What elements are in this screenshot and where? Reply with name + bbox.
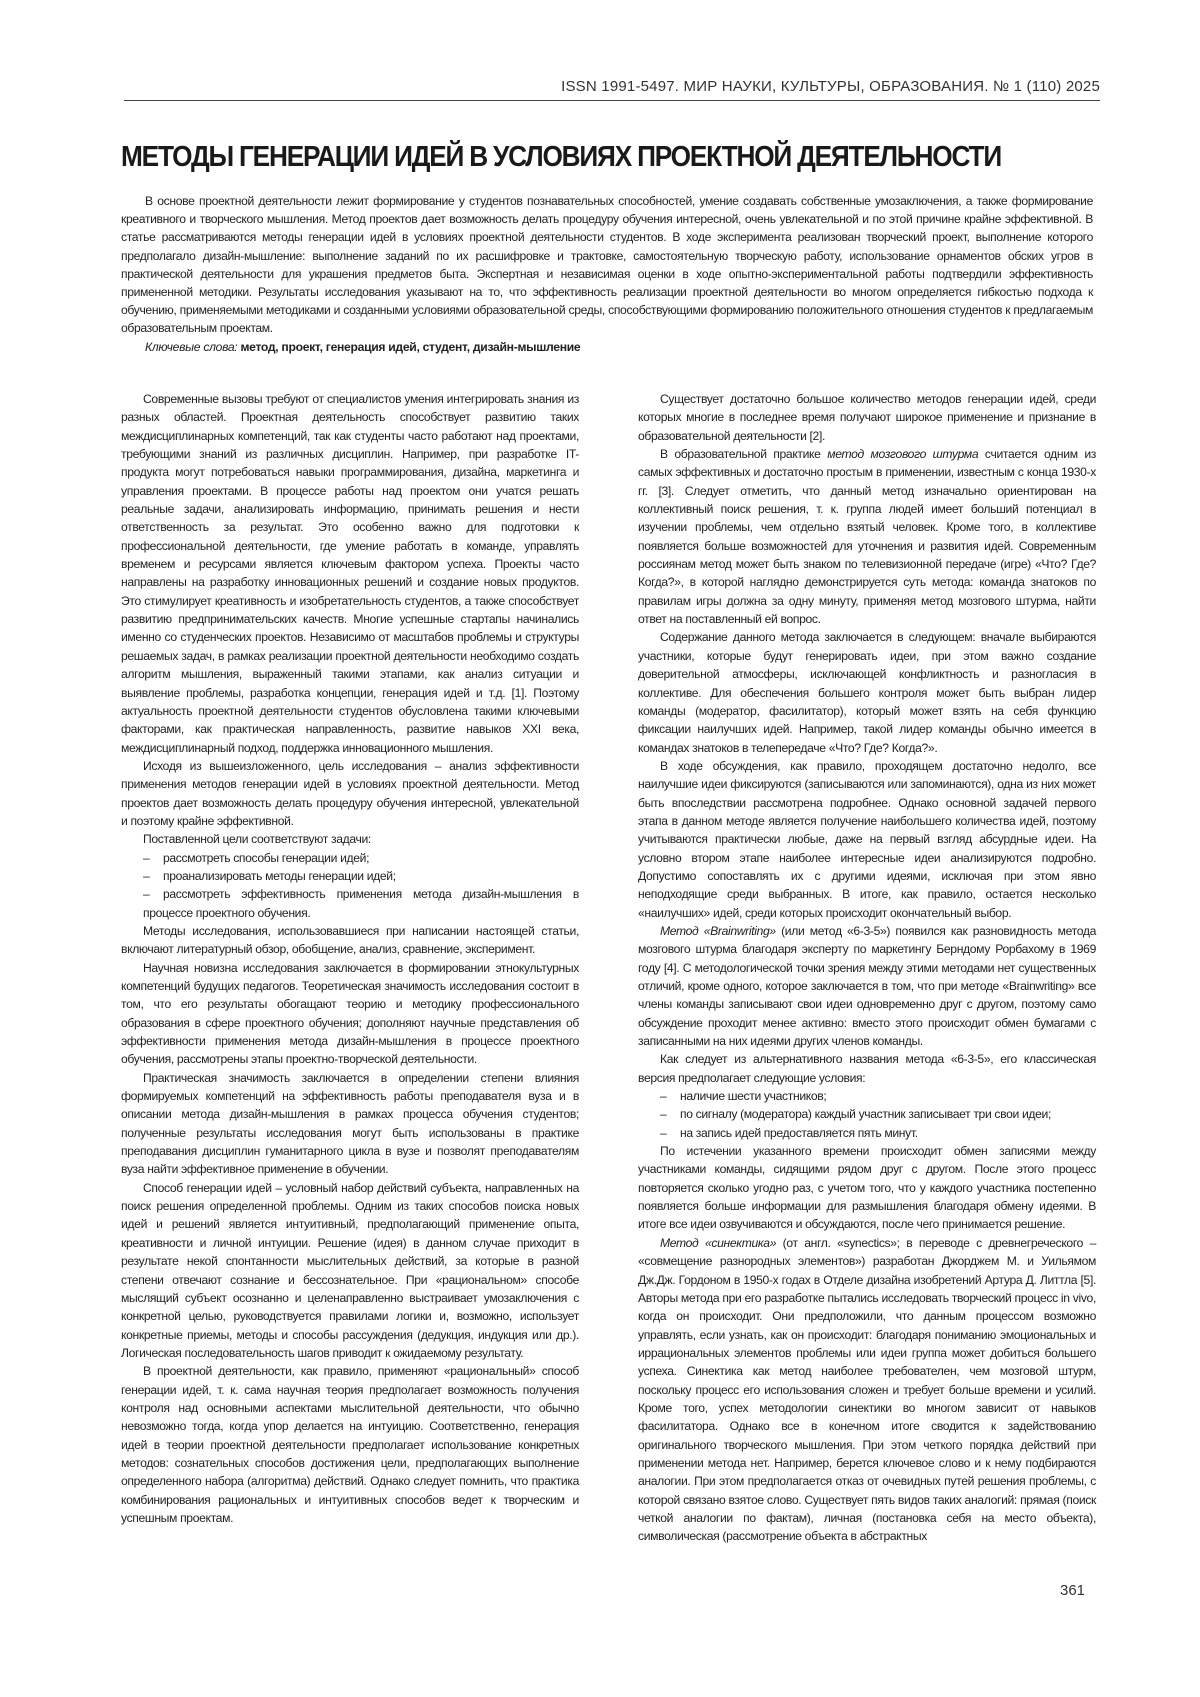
- paragraph: Поставленной цели соответствуют задачи:: [121, 830, 579, 848]
- list-item: – наличие шести участников;: [638, 1087, 1096, 1105]
- list-item: – на запись идей предоставляется пять минут.: [638, 1124, 1096, 1142]
- list-item: – по сигналу (модератора) каждый участник записывает три свои идеи;: [638, 1105, 1096, 1123]
- paragraph: Научная новизна исследования заключается в формировании этнокультурных компетенций будущих педагогов. Теоретическая значимость исследования состоит в том, что его результаты обогащают теорию и методику профессионального образования в сфере проектного обучения; дополняют научные представления об эффективности применения метода дизайн-мышления в процессе проектного обучения, рассмотрены этапы проектно-творческой деятельности.: [121, 959, 579, 1069]
- journal-page: [0, 0, 1200, 1697]
- list-item-text: наличие шести участников;: [680, 1089, 826, 1103]
- paragraph: В проектной деятельности, как правило, применяют «рациональный» способ генерации идей, т. к. сама научная теория предполагает возможность получения контроля над основными аспектами мыслительной деятельности, что обычно невозможно тогда, когда упор делается на интуицию. Соответственно, генерация идей в теории проектной деятельности предполагает использование конкретных методов: сознательных способов достижения цели, предполагающих выполнение определенного набора (алгоритма) действий. Однако следует помнить, что практика комбинирования рациональных и интуитивных способов ведет к творческим и успешным проектам.: [121, 1362, 579, 1527]
- text-span: (или метод «6-3-5») появился как разновидность метода мозгового штурма благодаря эксперту по маркетингу Берндому Рорбахому в 1969 году [4]. С методологической точки зрения между этими методами нет существенных отличий, кроме одного, которое заключается в том, что при методе «Brainwriting» все члены команды записывают свои идеи одновременно друг с другом, поэтому само обсуждение проходит менее активно: вместо этого происходит обмен бумагами с записанными на них идеями других членов команды.: [638, 924, 1096, 1048]
- paragraph: [638, 922, 1096, 1050]
- abstract-section: [121, 192, 1093, 356]
- keywords-line: [121, 338, 1093, 356]
- list-item-text: на запись идей предоставляется пять минут.: [680, 1126, 918, 1140]
- paragraph: Практическая значимость заключается в определении степени влияния формируемых компетенций на эффективность работы преподавателя вуза и в описании метода дизайн-мышления в рамках процесса обучения студентов; полученные результаты исследования могут быть использованы в практике преподавания дисциплин гуманитарного цикла в вузе и позволят преподавателям вуза найти эффективное применение в обучении.: [121, 1069, 579, 1179]
- paragraph: Как следует из альтернативного названия метода «6-3-5», его классическая версия предполагает следующие условия:: [638, 1050, 1096, 1087]
- page-number: 361: [1060, 1582, 1085, 1599]
- paragraph: [638, 1234, 1096, 1546]
- header-divider: [124, 100, 1100, 101]
- right-column: [638, 390, 1096, 1546]
- paragraph: По истечении указанного времени происходит обмен записями между участниками команды, сидящими рядом друг с другом. После этого процесс повторяется сколько угодно раз, с учетом того, что у каждого участника постепенно появляется больше информации для размышления благодаря обмену идеями. В итоге все идеи озвучиваются и обсуждаются, после чего принимается решение.: [638, 1142, 1096, 1234]
- list-item: – рассмотреть способы генерации идей;: [121, 849, 579, 867]
- paragraph: Существует достаточно большое количество методов генерации идей, среди которых многие в последнее время получают широкое применение и признание в образовательной деятельности [2].: [638, 390, 1096, 445]
- paragraph: Методы исследования, использовавшиеся при написании настоящей статьи, включают литературный обзор, обобщение, анализ, сравнение, эксперимент.: [121, 922, 579, 959]
- list-item: – проанализировать методы генерации идей;: [121, 867, 579, 885]
- paragraph: В ходе обсуждения, как правило, проходящем достаточно недолго, все наилучшие идеи фиксируются (записываются или запоминаются), одна из них может быть впоследствии рассмотрена подробнее. Однако основной задачей первого этапа в данном методе является получение наибольшего количества идей, поэтому учитываются практически любые, даже на первый взгляд абсурдные идеи. На условно втором этапе наиболее интересные идеи анализируются подробно. Допустимо сопоставлять их с другими идеями, исключая при этом явно неподходящие среди выбранных. В итоге, как правило, остается несколько «наилучших» идей, среди которых происходит окончательный выбор.: [638, 757, 1096, 922]
- keywords-label: Ключевые слова:: [145, 340, 237, 354]
- text-span: В образовательной практике: [660, 447, 827, 461]
- list-item-text: рассмотреть способы генерации идей;: [163, 851, 369, 865]
- list-item-text: проанализировать методы генерации идей;: [163, 869, 396, 883]
- paragraph: [638, 445, 1096, 628]
- emphasis: Метод «синектика»: [660, 1236, 776, 1250]
- abstract-text: В основе проектной деятельности лежит формирование у студентов познавательных способностей, умение создавать собственные умозаключения, а также формирование креативного и творческого мышления. Метод проектов дает возможность делать процедуру обучения интересной, очень увлекательной и по этой причине крайне эффективной. В статье рассматриваются методы генерации идей в условиях проектной деятельности студентов. В ходе эксперимента реализован творческий проект, выполнение которого предполагало дизайн-мышление: выполнение заданий по их расшифровке и трактовке, самостоятельную творческую работу, использование орнаментов обских угров в практической деятельности для украшения предметов быта. Экспертная и независимая оценки в ходе опытно-экспериментальной работы подтвердили эффективность примененной методики. Результаты исследования указывают на то, что эффективность реализации проектной деятельности во многом определяется гибкостью подхода к обучению, применяемыми методиками и созданными условиями образовательной среды, способствующими формированию положительного отношения студентов к предлагаемым образовательным проектам.: [121, 192, 1093, 338]
- list-item: – рассмотреть эффективность применения метода дизайн-мышления в процессе проектного обучения.: [121, 885, 579, 922]
- emphasis: метод мозгового штурма: [827, 447, 978, 461]
- paragraph: Исходя из вышеизложенного, цель исследования – анализ эффективности применения методов генерации идей в условиях проектной деятельности. Метод проектов дает возможность делать процедуру обучения интересной, увлекательной и поэтому крайне эффективной.: [121, 757, 579, 830]
- paragraph: Содержание данного метода заключается в следующем: вначале выбираются участники, которые будут генерировать идеи, при этом важно создание доверительной атмосферы, исключающей конфликтность и разногласия в коллективе. Для обеспечения большего контроля может быть выбран лидер команды (модератор, фасилитатор), который может взять на себя функцию фиксации наилучших идей. Например, такой лидер команды обычно имеется в командах знатоков в телепередаче «Что? Где? Когда?».: [638, 628, 1096, 756]
- text-span: (от англ. «synectics»; в переводе с древнегреческого – «совмещение разнородных элементов») разработан Джорджем М. и Уильямом Дж.Дж. Гордоном в 1950-х годах в Отделе дизайна изобретений Артура Д. Литтла [5]. Авторы метода при его разработке пытались исследовать творческий процесс in vivo, когда он происходит. Они предположили, что данным процессом возможно управлять, если узнать, как он происходит: благодаря пониманию эмоциональных и иррациональных элементов проблемы или идеи группа может добиться большего успеха. Синектика как метод наиболее требователен, чем мозговой штурм, поскольку процесс его использования сложен и требует больше времени и усилий. Кроме того, успех методологии синектики во многом зависит от навыков фасилитатора. Однако все в конечном итоге сводится к задействованию оригинального творческого мышления. При этом четкого порядка действий при применении метода нет. Например, берется ключевое слово и к нему подбираются аналогии. При этом предполагается отказ от очевидных путей решения проблемы, с которой связано взятое слово. Существует пять видов таких аналогий: прямая (поиск четкой аналогии по фактам), личная (постановка себя на место объекта), символическая (рассмотрение объекта в абстрактных: [638, 1236, 1096, 1544]
- text-span: считается одним из самых эффективных и достаточно простым в применении, известным с конца 1930-х гг. [3]. Следует отметить, что данный метод изначально ориентирован на коллективный поиск решения, т. к. группа людей имеет больший потенциал в изучении проблемы, чем отдельно взятый человек. Кроме того, в коллективе появляется больше возможностей для уточнения и развития идей. Современным россиянам метод может быть знаком по телевизионной передаче (игре) «Что? Где? Когда?», в которой наглядно демонстрируется суть метода: команда знатоков по правилам игры должна за одну минуту, применяя метод мозгового штурма, найти ответ на поставленный ей вопрос.: [638, 447, 1096, 626]
- list-item-text: рассмотреть эффективность применения метода дизайн-мышления в процессе проектного обучения.: [143, 887, 579, 919]
- paragraph: Способ генерации идей – условный набор действий субъекта, направленных на поиск решения определенной проблемы. Одним из таких способов поиска новых идей и решений является интуитивный, предполагающий применение опыта, креативности и личной интуиции. Решение (идея) в данном случае приходит в результате некой спонтанности мыслительных действий, за которые в разной степени отвечают сознание и бессознательное. При «рациональном» способе мыслящий субъект осознанно и целенаправленно выстраивает умозаключения с конкретной целью, руководствуется правилами логики и, возможно, использует конкретные приемы, методы и способы рассуждения (дедукция, индукция или др.). Логическая последовательность шагов приводит к ожидаемому результату.: [121, 1179, 579, 1362]
- conditions-list: [638, 1087, 1096, 1142]
- tasks-list: [121, 849, 579, 922]
- paragraph: Современные вызовы требуют от специалистов умения интегрировать знания из разных областей. Проектная деятельность способствует развитию таких междисциплинарных компетенций, так как студенты часто работают над проектами, требующими знаний из различных дисциплин. Например, при разработке IT-продукта могут потребоваться навыки программирования, дизайна, маркетинга и управления проектами. В процессе работы над проектом они учатся решать реальные задачи, анализировать информацию, принимать решения и нести ответственность за результат. Это особенно важно для подготовки к профессиональной деятельности, где умение работать в команде, управлять временем и ресурсами является ключевым фактором успеха. Проекты часто направлены на разработку инновационных решений и создание новых продуктов. Это стимулирует креативность и изобретательность студентов, а также способствует развитию предпринимательских качеств. Многие успешные стартапы начинались именно со студенческих проектов. Независимо от масштабов проблемы и структуры решаемых задач, в рамках реализации проектной деятельности необходимо создать алгоритм мышления, выраженный такими этапами, как анализ ситуации и выявление проблемы, разработка концепции, генерация идей и т.д. [1]. Поэтому актуальность проектной деятельности студентов обусловлена такими ключевыми факторами, как практическая направленность, развитие навыков XXI века, междисциплинарный подход, поддержка инновационного мышления.: [121, 390, 579, 757]
- journal-header: ISSN 1991-5497. МИР НАУКИ, КУЛЬТУРЫ, ОБРАЗОВАНИЯ. № 1 (110) 2025: [124, 78, 1100, 95]
- list-item-text: по сигналу (модератора) каждый участник записывает три свои идеи;: [680, 1107, 1051, 1121]
- article-title: МЕТОДЫ ГЕНЕРАЦИИ ИДЕЙ В УСЛОВИЯХ ПРОЕКТНОЙ ДЕЯТЕЛЬНОСТИ: [121, 141, 1023, 174]
- left-column: [121, 390, 579, 1527]
- emphasis: Метод «Brainwriting»: [660, 924, 776, 938]
- keywords-values: метод, проект, генерация идей, студент, дизайн-мышление: [240, 340, 580, 354]
